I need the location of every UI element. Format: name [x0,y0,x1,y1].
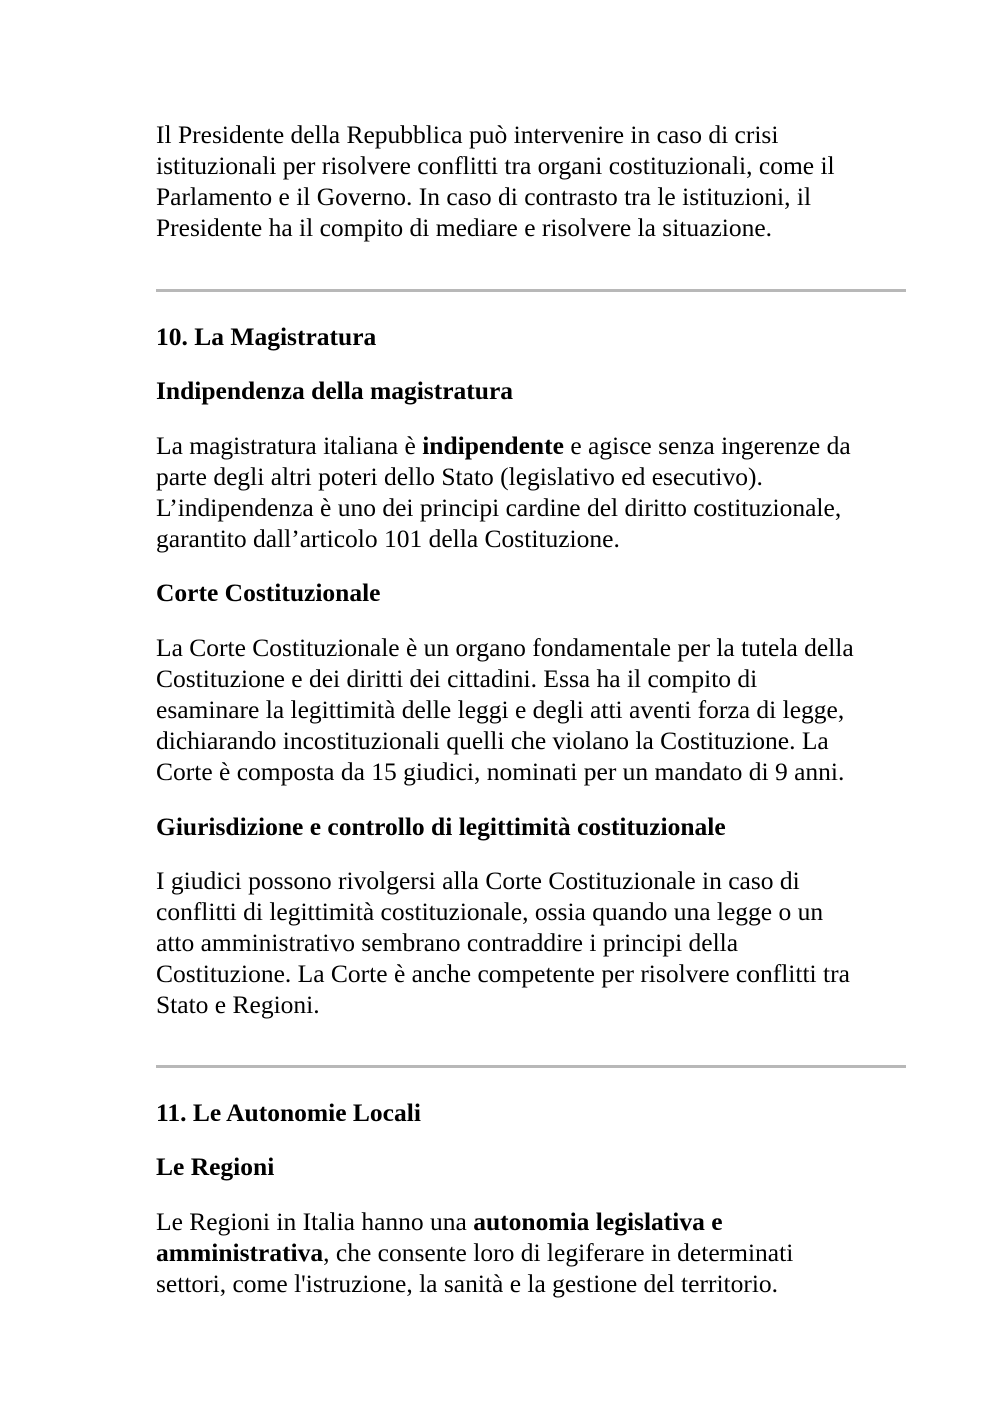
intro-paragraph [156,119,906,243]
subheading-corte-costituzionale: Corte Costituzionale [156,578,381,607]
section-title-autonomie-locali: 11. Le Autonomie Locali [156,1098,421,1127]
text-line: Costituzione e dei diritti dei cittadini. Essa ha il compito di [156,664,758,693]
text-line: istituzionali per risolvere conflitti tra organi costituzionali, come il [156,151,835,180]
paragraph-corte-costituzionale [156,632,906,787]
paragraph-regioni [156,1206,906,1299]
text-line: L’indipendenza è uno dei principi cardine del diritto costituzionale, [156,493,842,522]
text-line: dichiarando incostituzionali quelli che violano la Costituzione. La [156,726,829,755]
text-line: settori, come l'istruzione, la sanità e la gestione del territorio. [156,1269,779,1298]
text-line: esaminare la legittimità delle leggi e degli atti aventi forza di legge, [156,695,845,724]
text-line: Stato e Regioni. [156,990,320,1019]
text-line: amministrativa, che consente loro di legiferare in determinati [156,1238,794,1267]
subheading-indipendenza: Indipendenza della magistratura [156,376,514,405]
bold-term: indipendente [422,431,564,460]
section-divider [156,1065,906,1068]
section-divider [156,289,906,292]
paragraph-indipendenza [156,430,906,554]
bold-term: autonomia legislativa e [473,1207,723,1236]
subheading-regioni: Le Regioni [156,1152,275,1181]
paragraph-giurisdizione [156,865,906,1020]
text-line: garantito dall’articolo 101 della Costituzione. [156,524,620,553]
text-line: Costituzione. La Corte è anche competente per risolvere conflitti tra [156,959,850,988]
subheading-giurisdizione: Giurisdizione e controllo di legittimità costituzionale [156,812,726,841]
text-line: La magistratura italiana è indipendente e agisce senza ingerenze da [156,431,851,460]
text-line: I giudici possono rivolgersi alla Corte Costituzionale in caso di [156,866,800,895]
text-line: atto amministrativo sembrano contraddire i principi della [156,928,739,957]
bold-term: amministrativa [156,1238,324,1267]
text-line: parte degli altri poteri dello Stato (legislativo ed esecutivo). [156,462,763,491]
text-line: Le Regioni in Italia hanno una autonomia legislativa e [156,1207,723,1236]
text-line: conflitti di legittimità costituzionale, ossia quando una legge o un [156,897,824,926]
text-line: Corte è composta da 15 giudici, nominati per un mandato di 9 anni. [156,757,845,786]
text-line: Il Presidente della Repubblica può intervenire in caso di crisi [156,120,779,149]
text-line: La Corte Costituzionale è un organo fondamentale per la tutela della [156,633,854,662]
section-title-magistratura: 10. La Magistratura [156,322,377,351]
text-line: Presidente ha il compito di mediare e risolvere la situazione. [156,213,773,242]
text-line: Parlamento e il Governo. In caso di contrasto tra le istituzioni, il [156,182,812,211]
